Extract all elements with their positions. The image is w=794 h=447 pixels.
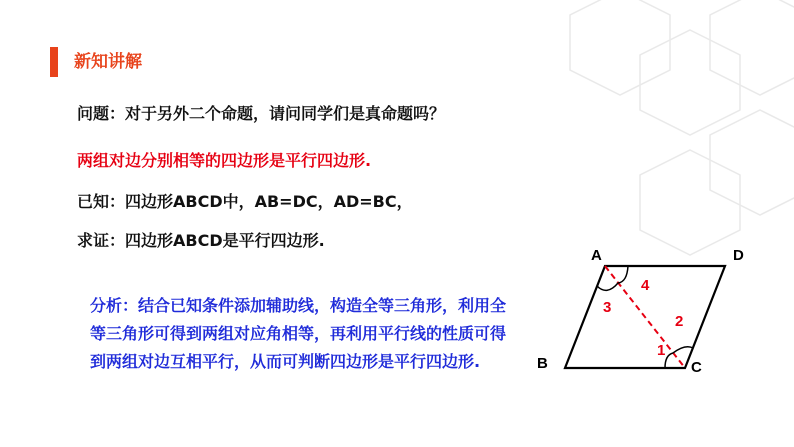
- angle-label-2: 2: [675, 313, 684, 330]
- parallelogram-figure: [525, 238, 765, 388]
- vertex-d-label: D: [733, 247, 744, 264]
- section-title: 新知讲解: [74, 52, 142, 72]
- angle-arc-2: [673, 347, 693, 353]
- angle-label-1: 1: [657, 342, 666, 359]
- angle-label-4: 4: [641, 277, 650, 294]
- vertex-c-label: C: [691, 359, 702, 376]
- vertex-b-label: B: [537, 355, 548, 372]
- angle-arc-1: [665, 353, 673, 368]
- angle-arc-4: [618, 266, 628, 283]
- prove-text: 求证：四边形ABCD是平行四边形.: [77, 231, 325, 250]
- given-text: 已知：四边形ABCD中，AB=DC，AD=BC，: [77, 192, 413, 211]
- angle-label-3: 3: [603, 299, 612, 316]
- header-accent-bar: [50, 47, 58, 77]
- analysis-text: 分析：结合已知条件添加辅助线，构造全等三角形，利用全等三角形可得到两组对应角相等，再利用平行线的性质可得到两组对边互相平行，从而可判断四边形是平行四边形.: [90, 296, 507, 371]
- angle-arc-3: [597, 283, 618, 290]
- footer-strip: [0, 425, 794, 447]
- vertex-a-label: A: [591, 247, 602, 264]
- question-text: 问题：对于另外二个命题，请问同学们是真命题吗？: [77, 104, 446, 123]
- proposition-text: 两组对边分别相等的四边形是平行四边形.: [77, 151, 372, 170]
